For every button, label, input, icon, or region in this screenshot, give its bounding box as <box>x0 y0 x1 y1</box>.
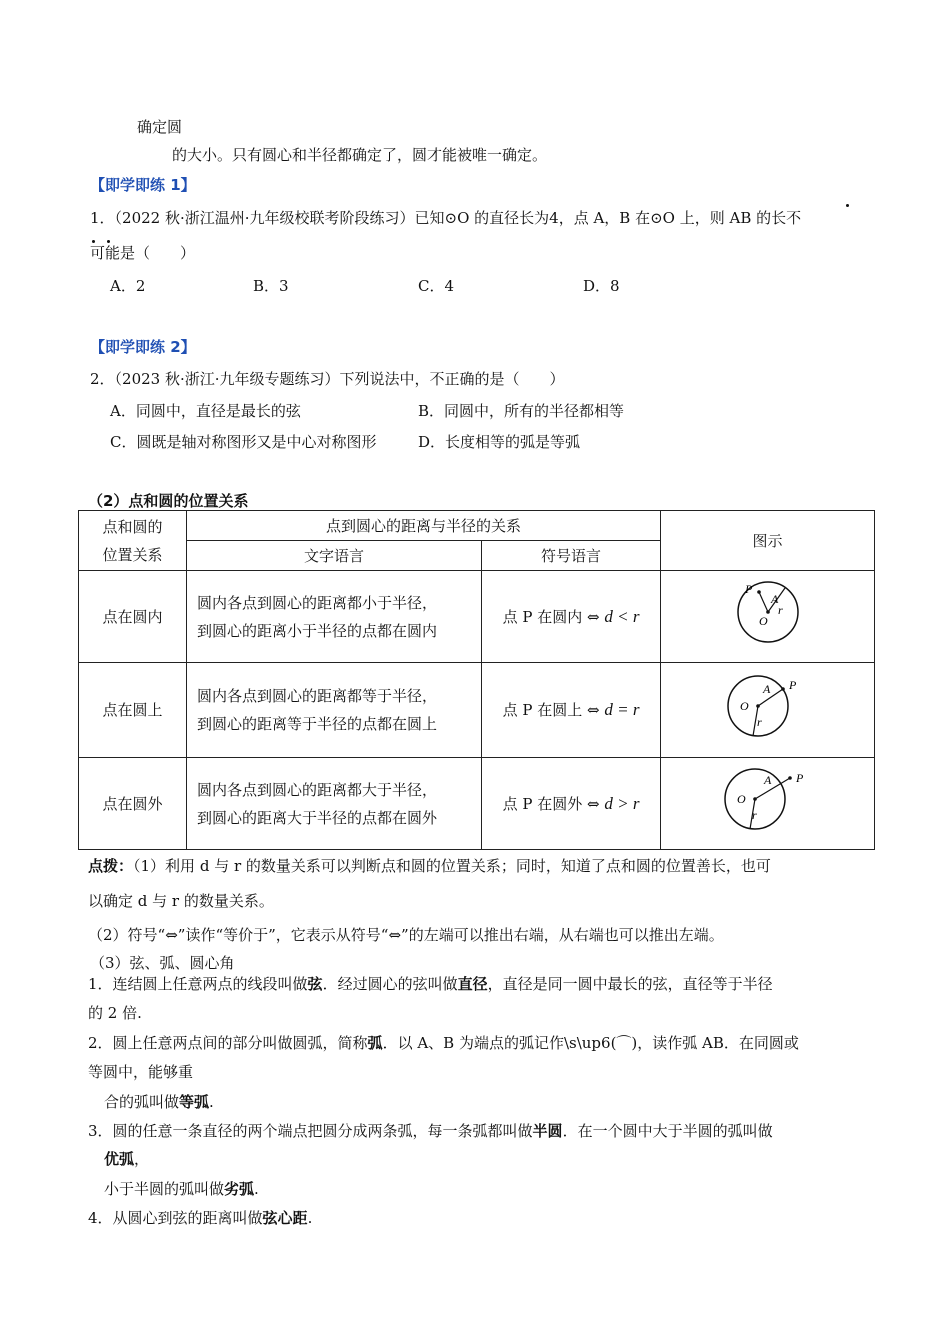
symbol-prefix: 点 P 在圆外 <box>502 794 583 813</box>
item-3-line-1 <box>88 1121 773 1141</box>
item-2-line-2: 等圆中，能够重 <box>88 1063 194 1081</box>
item1-text-e: ，直径是同一圆中最长的弦，直径等于半径 <box>487 975 773 993</box>
equivalence-symbol: ⇔ <box>586 607 600 626</box>
term-major-arc: 优弧 <box>104 1150 135 1168</box>
desc-line-1: 圆内各点到圆心的距离都大于半径， <box>197 780 438 799</box>
label-o: O <box>739 698 749 713</box>
practice1-question <box>90 208 801 228</box>
question-source: （2022 秋·浙江温州·九年级校联考阶段练习） <box>114 209 415 227</box>
item-2-line-1 <box>88 1033 799 1053</box>
equivalence-symbol: ⇔ <box>586 701 600 719</box>
label-r: r <box>751 808 757 822</box>
tips-label: 点拨： <box>88 857 134 875</box>
item2-text-g: . <box>209 1093 214 1111</box>
table-row <box>79 571 875 663</box>
figure-cell <box>661 758 875 850</box>
term-diameter: 直径 <box>457 975 488 993</box>
symbol-language-cell <box>482 663 661 758</box>
intro-line-2: 的大小。只有圆心和半径都确定了，圆才能被唯一确定。 <box>172 146 548 164</box>
option-b: B．3 <box>253 277 289 295</box>
term-chord: 弦 <box>307 975 323 993</box>
intro-line-1: 确定圆 <box>137 118 183 136</box>
desc-line-2: 到圆心的距离等于半径的点都在圆上 <box>197 715 438 733</box>
text-language-cell <box>187 758 482 850</box>
option-c: C．4 <box>418 277 455 295</box>
label-a: A <box>762 681 770 696</box>
label-a: A <box>770 592 778 606</box>
point-circle-relation-table <box>78 510 875 850</box>
symbol-expression: d < r <box>604 606 640 626</box>
label-p: P <box>795 771 803 785</box>
question-number: 2． <box>90 370 115 388</box>
text-language-cell <box>187 571 482 663</box>
header-position-line-1: 点和圆的 <box>102 517 163 536</box>
item1-text-c: ．经过圆心的弦叫做 <box>322 975 458 993</box>
option-d: D．长度相等的弧是等弧 <box>418 433 581 451</box>
tips-line-3: （2）符号“⇔”读作“等价于”，它表示从符号“⇔”的左端可以推出右端，从右端也可以推出左端。 <box>88 926 724 944</box>
table-row <box>79 663 875 758</box>
symbol-prefix: 点 P 在圆上 <box>502 701 583 719</box>
item4-text-c: . <box>307 1209 313 1227</box>
item3-text-e: ， <box>134 1150 150 1168</box>
option-d: D．8 <box>583 277 620 295</box>
desc-line-2: 到圆心的距离大于半径的点都在圆外 <box>197 808 438 827</box>
position-cell: 点在圆外 <box>79 758 187 850</box>
point-outside-circle-figure <box>720 764 816 834</box>
item2-text-a: 2．圆上任意两点间的部分叫做圆弧，简称 <box>88 1034 368 1052</box>
practice1-question-cont: 可能是（ ） <box>90 244 196 262</box>
position-cell: 点在圆内 <box>79 571 187 663</box>
figure-cell <box>661 663 875 758</box>
symbol-language-cell <box>482 571 661 663</box>
option-b: B．同圆中，所有的半径都相等 <box>418 402 625 420</box>
question-number: 1． <box>90 209 115 227</box>
item2-text-c: ．以 A、B 为端点的弧记作\s\up6(⌒)，读作弧 AB．在同圆或 <box>382 1034 799 1052</box>
label-o: O <box>736 792 746 806</box>
symbol-language-cell <box>482 758 661 850</box>
label-p: P <box>788 677 796 692</box>
section-title: （2）点和圆的位置关系 <box>88 492 249 510</box>
question-text: （2023 秋·浙江·九年级专题练习）下列说法中，不正确的是（ ） <box>114 370 565 388</box>
label-o: O <box>758 614 768 628</box>
label-r: r <box>777 603 783 617</box>
symbol-expression: d > r <box>604 793 640 813</box>
symbol-expression: d = r <box>604 700 640 719</box>
header-symbol-language: 符号语言 <box>482 541 661 571</box>
item-1-line-2: 的 2 倍. <box>88 1004 142 1022</box>
item3-text-f: 小于半圆的弧叫做 <box>104 1180 225 1198</box>
section3-title: （3）弦、弧、圆心角 <box>90 954 235 972</box>
practice2-heading: 【即学即练 2】 <box>90 338 196 356</box>
point-inside-circle-figure <box>733 577 803 647</box>
point-on-circle-figure <box>723 671 813 741</box>
tips-text-1: （1）利用 d 与 r 的数量关系可以判断点和圆的位置关系；同时，知道了点和圆的位置善长，也可 <box>133 857 771 875</box>
option-c: C．圆既是轴对称图形又是中心对称图形 <box>110 433 377 451</box>
header-relation: 点到圆心的距离与半径的关系 <box>187 511 661 541</box>
equivalence-symbol: ⇔ <box>586 794 600 813</box>
item2-text-e: 合的弧叫做 <box>104 1093 180 1111</box>
practice1-heading: 【即学即练 1】 <box>90 176 196 194</box>
item-3-line-3 <box>104 1179 259 1199</box>
tips-line-1 <box>88 856 771 876</box>
table-row <box>79 758 875 850</box>
item1-text-a: 1．连结圆上任意两点的线段叫做 <box>88 975 308 993</box>
emphasis-dot <box>846 204 849 207</box>
practice2-question <box>90 369 565 389</box>
header-text-language: 文字语言 <box>187 541 482 571</box>
figure-cell <box>661 571 875 663</box>
term-equal-arc: 等弧 <box>179 1093 210 1111</box>
header-figure: 图示 <box>661 511 875 571</box>
option-a: A．同圆中，直径是最长的弦 <box>110 402 301 420</box>
item-2-line-3 <box>104 1092 214 1112</box>
desc-line-2: 到圆心的距离小于半径的点都在圆内 <box>197 621 438 640</box>
item3-text-a: 3．圆的任意一条直径的两个端点把圆分成两条弧，每一条弧都叫做 <box>88 1122 533 1140</box>
term-chord-distance: 弦心距 <box>262 1209 308 1227</box>
header-position-line-2: 位置关系 <box>102 545 163 564</box>
term-minor-arc: 劣弧 <box>224 1180 255 1198</box>
position-cell: 点在圆上 <box>79 663 187 758</box>
text-language-cell <box>187 663 482 758</box>
option-a: A．2 <box>110 277 146 295</box>
item-1-line-1 <box>88 974 773 994</box>
label-a: A <box>763 773 771 787</box>
item3-text-c: ．在一个圆中大于半圆的弧叫做 <box>562 1122 773 1140</box>
question-text: 已知⊙O 的直径长为4，点 A，B 在⊙O 上，则 AB 的长不 <box>414 209 802 227</box>
tips-line-2: 以确定 d 与 r 的数量关系。 <box>88 892 274 910</box>
label-p: P <box>744 582 752 596</box>
label-r: r <box>756 714 762 729</box>
item-3-line-2 <box>104 1149 149 1169</box>
symbol-prefix: 点 P 在圆内 <box>502 607 583 626</box>
desc-line-1: 圆内各点到圆心的距离都小于半径， <box>197 593 438 612</box>
header-position <box>79 511 187 571</box>
item4-text-a: 4．从圆心到弦的距离叫做 <box>88 1209 263 1227</box>
item3-text-h: . <box>254 1180 259 1198</box>
term-arc: 弧 <box>367 1034 383 1052</box>
term-semicircle: 半圆 <box>532 1122 563 1140</box>
item-4-line-1 <box>88 1208 312 1228</box>
desc-line-1: 圆内各点到圆心的距离都等于半径， <box>197 687 438 705</box>
